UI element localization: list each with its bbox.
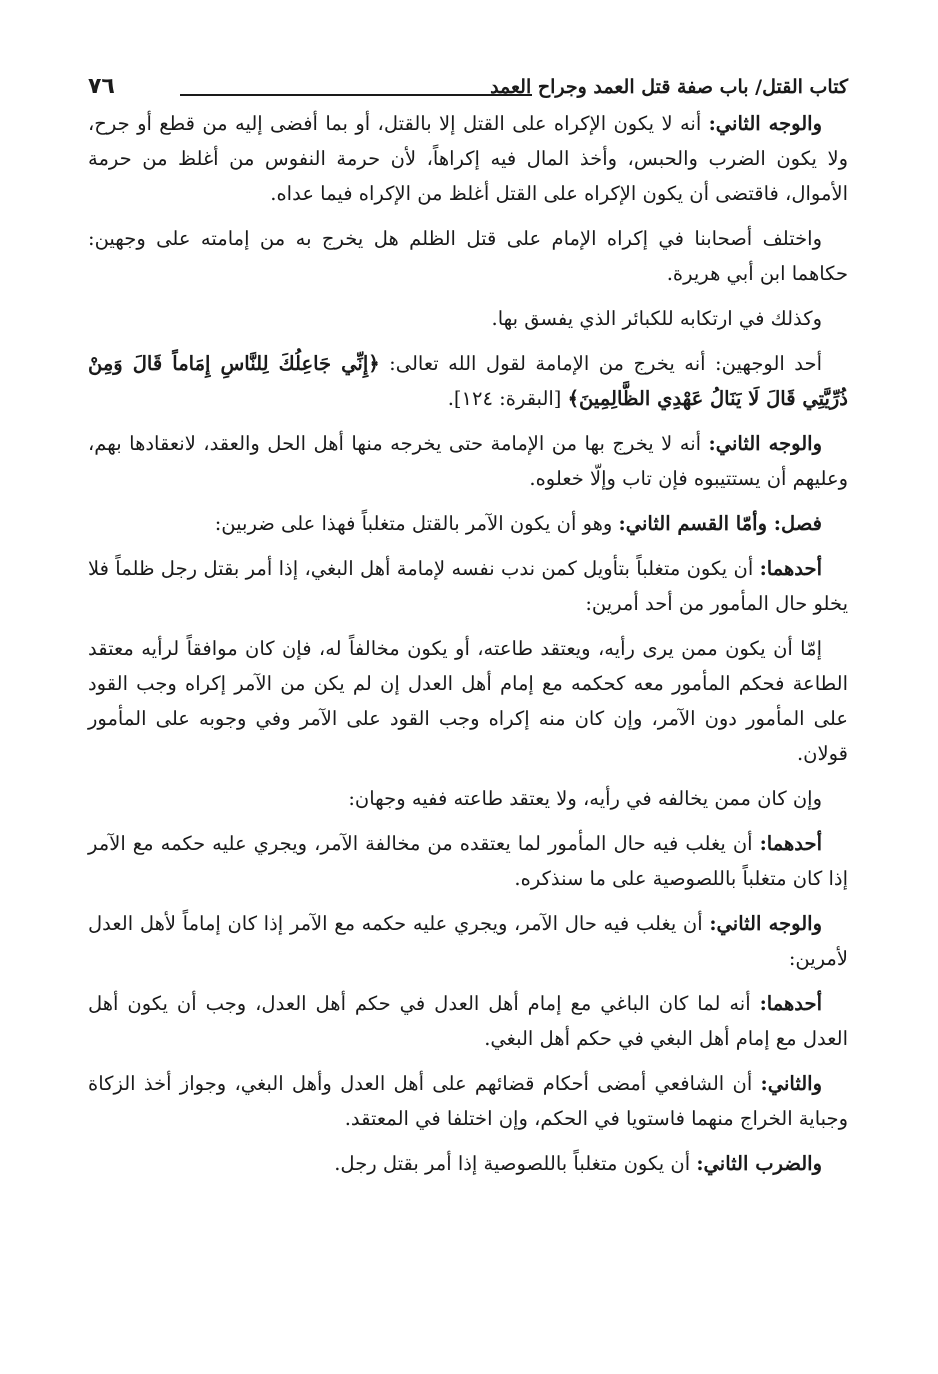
paragraph-text: أن يغلب فيه حال الآمر، ويجري عليه حكمه مع الآمر إذا كان إماماً لأهل العدل لأمرين: — [88, 912, 848, 970]
paragraph — [88, 781, 848, 816]
paragraph-text: وهو أن يكون الآمر بالقتل متغلباً فهذا على ضربين: — [214, 512, 619, 535]
paragraph-text: وإن كان ممن يخالفه في رأيه، ولا يعتقد طاعته ففيه وجهان: — [348, 787, 822, 810]
paragraph-text: أن يغلب فيه حال المأمور لما يعتقده من مخالفة الآمر، ويجري عليه حكمه مع الآمر إذا كان متغلباً باللصوصية على ما سنذكره. — [88, 832, 848, 890]
paragraph-text: أنه لا يخرج بها من الإمامة حتى يخرجه منها أهل الحل والعقد، لانعقادها بهم، وعليهم أن يستتيبوه فإن تاب وإلّا خعلوه. — [88, 432, 848, 490]
paragraph — [88, 906, 848, 976]
paragraph-lead: أحدهما: — [759, 992, 822, 1015]
header-rule — [180, 94, 532, 96]
paragraph-text: أن يكون متغلباً باللصوصية إذا أمر بقتل رجل. — [334, 1152, 697, 1175]
quran-verse: ﴿إِنِّي جَاعِلُكَ لِلنَّاسِ إِمَاماً قَالَ وَمِنْ ذُرِّيَّتِي قَالَ لَا يَنَالُ عَهْدِي الظَّالِمِينَ﴾ — [88, 352, 848, 410]
paragraph-lead: أحدهما: — [759, 832, 822, 855]
page-body — [88, 106, 848, 1181]
paragraph — [88, 1066, 848, 1136]
paragraph-text: أنه لا يكون الإكراه على القتل إلا بالقتل، أو بما أفضى إليه من قطع أو جرح، ولا يكون الضرب والحبس، وأخذ المال فيه إكراهاً، لأن حرمة النفوس من أغلظ من حرمة الأموال، فاقتضى أن يكون الإكراه على القتل أغلظ من الإكراه فيما عداه. — [88, 112, 848, 205]
paragraph-lead: والوجه الثاني: — [708, 112, 822, 135]
paragraph-lead: والوجه الثاني: — [709, 912, 822, 935]
paragraph-lead: والضرب الثاني: — [696, 1152, 822, 1175]
paragraph — [88, 426, 848, 496]
running-title: كتاب القتل/ باب صفة قتل العمد وجراح العمد — [490, 76, 848, 98]
paragraph-text: وكذلك في ارتكابه للكبائر الذي يفسق بها. — [491, 307, 822, 330]
paragraph-text: واختلف أصحابنا في إكراه الإمام على قتل الظلم هل يخرج به من إمامته على وجهين: حكاهما ابن أبي هريرة. — [88, 227, 848, 285]
page-number: ٧٦ — [88, 74, 115, 99]
book-page — [88, 70, 848, 1350]
paragraph-text: إمّا أن يكون ممن يرى رأيه، ويعتقد طاعته، أو يكون مخالفاً له، فإن كان موافقاً لرأيه معتقد الطاعة فحكم المأمور معه كحكمه مع إمام أهل العدل إن لم يكن من الآمر إكراه وجب القود على المأمور دون الآمر، وإن كان منه إكراه وجب القود على الآمر وفي وجوبه على المأمور قولان. — [88, 637, 848, 765]
paragraph — [88, 1146, 848, 1181]
paragraph-text: أحد الوجهين: أنه يخرج من الإمامة لقول الله تعالى: — [379, 352, 822, 375]
paragraph-with-quran-citation — [88, 346, 848, 416]
page-header — [88, 70, 848, 106]
paragraph — [88, 551, 848, 621]
paragraph-text: أن يكون متغلباً بتأويل كمن ندب نفسه لإمامة أهل البغي، إذا أمر بقتل رجل ظلماً فلا يخلو حال المأمور من أحد أمرين: — [88, 557, 848, 615]
section-heading-paragraph — [88, 506, 848, 541]
paragraph — [88, 221, 848, 291]
paragraph — [88, 301, 848, 336]
paragraph — [88, 986, 848, 1056]
paragraph-lead: أحدهما: — [759, 557, 822, 580]
section-heading: فصل: وأمّا القسم الثاني: — [618, 512, 822, 535]
paragraph-text: أن الشافعي أمضى أحكام قضائهم على أهل العدل وأهل البغي، وجواز أخذ الزكاة وجباية الخراج منهما فاستويا في الحكم، وإن اختلفا في المعتقد. — [88, 1072, 848, 1130]
paragraph-text: أنه لما كان الباغي مع إمام أهل العدل في حكم أهل العدل، وجب أن يكون أهل العدل مع إمام أهل البغي في حكم أهل البغي. — [88, 992, 848, 1050]
paragraph — [88, 631, 848, 771]
paragraph-lead: والثاني: — [760, 1072, 822, 1095]
paragraph — [88, 826, 848, 896]
paragraph-lead: والوجه الثاني: — [708, 432, 822, 455]
paragraph — [88, 106, 848, 211]
surah-reference: [البقرة: ١٢٤]. — [447, 387, 568, 410]
